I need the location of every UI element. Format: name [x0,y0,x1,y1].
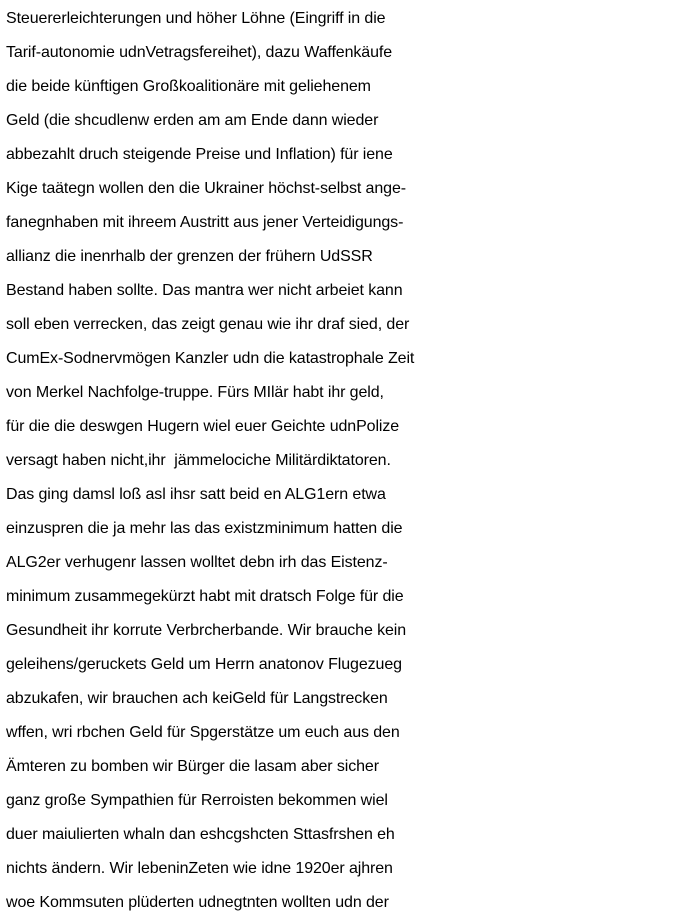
text-line: die beide künftigen Großkoalitionäre mit geliehenem [6,78,371,95]
text-line: Ämteren zu bomben wir Bürger die lasam aber sicher [6,758,379,775]
text-line: allianz die inenrhalb der grenzen der frühern UdSSR [6,248,373,265]
text-line: Steuererleichterungen und höher Löhne (Eingriff in die [6,10,386,27]
text-line: woe Kommsuten plüderten udnegtnten wollten udn der [6,894,389,911]
text-line: Bestand haben sollte. Das mantra wer nicht arbeiet kann [6,282,403,299]
text-line: fanegnhaben mit ihreem Austritt aus jener Verteidigungs- [6,214,404,231]
text-line: ganz große Sympathien für Rerroisten bekommen wiel [6,792,388,809]
text-line: für die die deswgen Hugern wiel euer Geichte udnPolize [6,418,400,435]
text-line: CumEx-Sodnervmögen Kanzler udn die katastrophale Zeit [6,350,415,367]
text-line: abzukafen, wir brauchen ach keiGeld für Langstrecken [6,690,388,707]
document-text [6,2,682,920]
text-line: abbezahlt druch steigende Preise und Inflation) für iene [6,146,393,163]
text-line: ALG2er verhugenr lassen wolltet debn irh das Eistenz- [6,554,388,571]
text-line: duer maiulierten whaln dan eshcgshcten Sttasfrshen eh [6,826,395,843]
text-line: Kige taätegn wollen den die Ukrainer höchst-selbst ange- [6,180,406,197]
text-line: Das ging damsl loß asl ihsr satt beid en ALG1ern etwa [6,486,386,503]
text-line: Gesundheit ihr korrute Verbrcherbande. Wir brauche kein [6,622,407,639]
text-line: wffen, wri rbchen Geld für Spgerstätze um euch aus den [6,724,400,741]
text-line: nichts ändern. Wir lebeninZeten wie idne 1920er ajhren [6,860,393,877]
text-line: Tarif-autonomie udnVetragsfereihet), dazu Waffenkäufe [6,44,393,61]
text-line: versagt haben nicht,ihr jämmelociche Militärdiktatoren. [6,452,391,469]
text-line: Geld (die shcudlenw erden am am Ende dann wieder [6,112,379,129]
text-line: geleihens/geruckets Geld um Herrn anatonov Flugezueg [6,656,402,673]
text-line: von Merkel Nachfolge-truppe. Fürs MIlär habt ihr geld, [6,384,384,401]
text-line: soll eben verrecken, das zeigt genau wie ihr draf sied, der [6,316,410,333]
text-line: einzuspren die ja mehr las das existzminimum hatten die [6,520,403,537]
text-line: minimum zusammegekürzt habt mit dratsch Folge für die [6,588,404,605]
